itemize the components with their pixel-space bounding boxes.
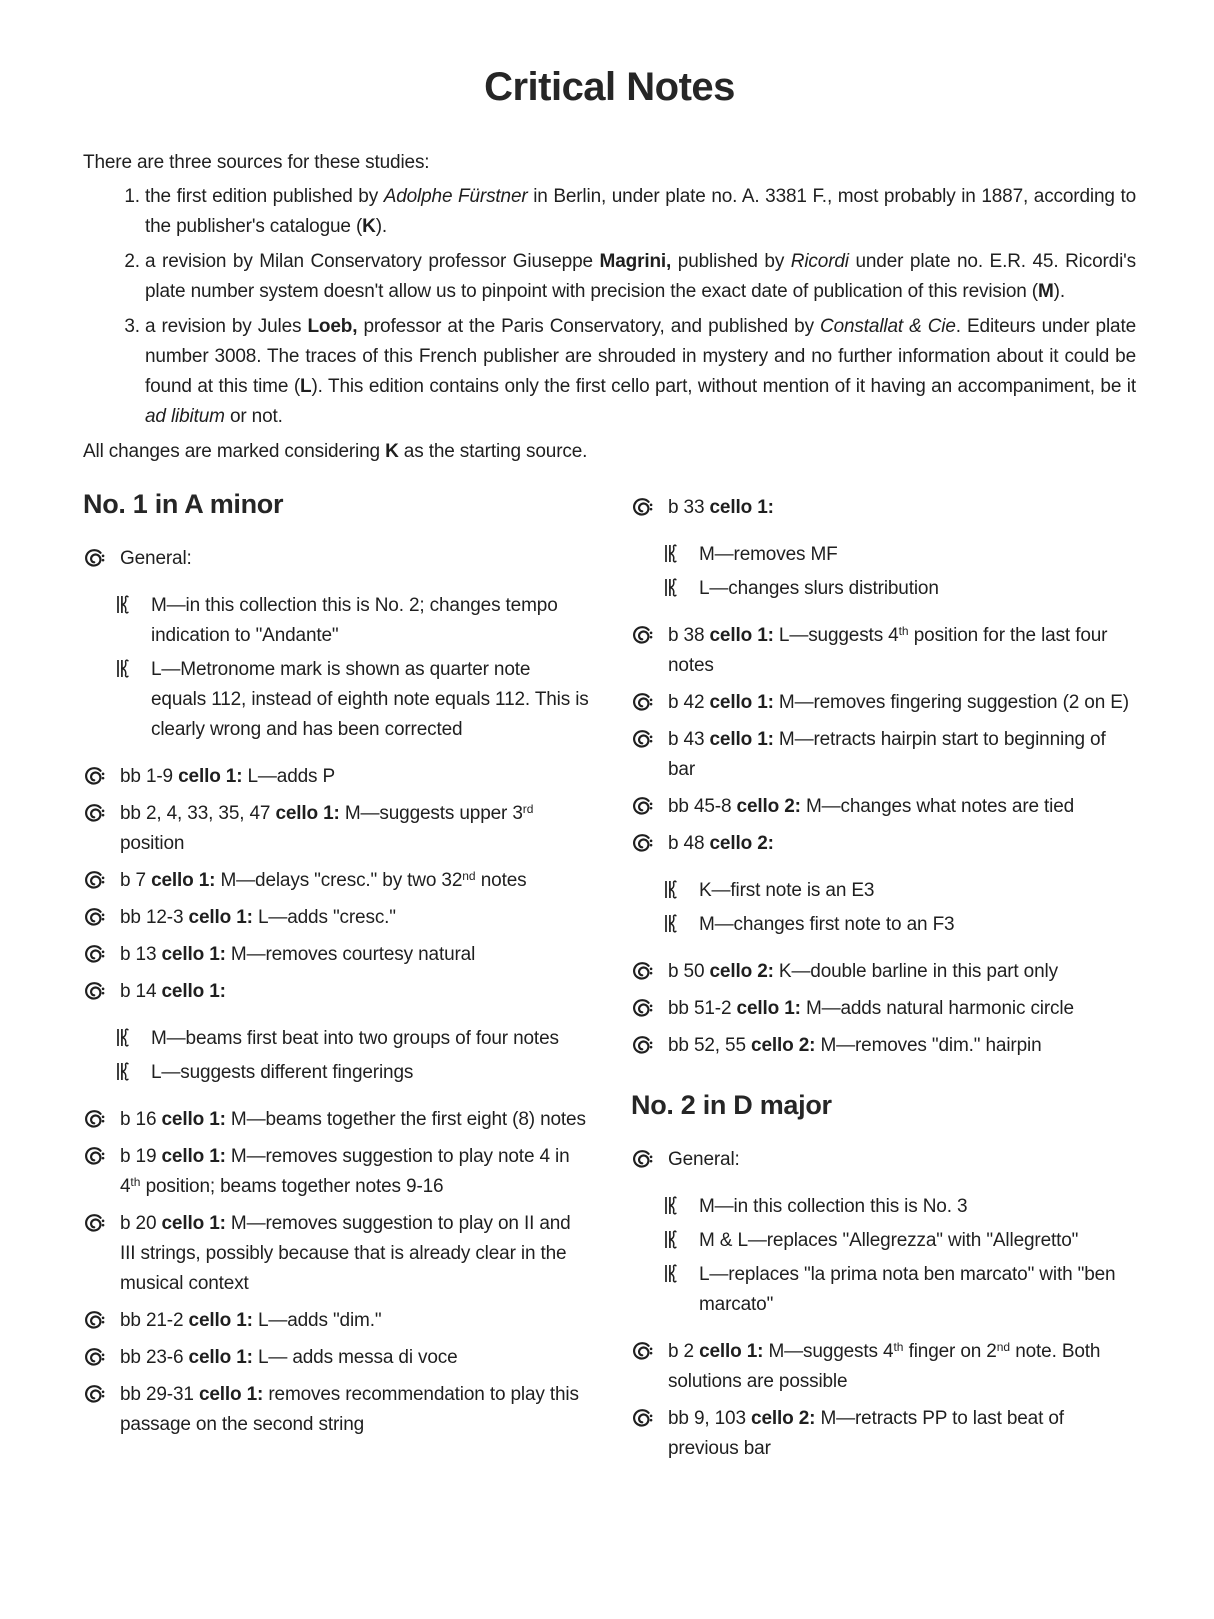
text-segment: finger on 2 (903, 1341, 997, 1362)
text-segment: M—beams together the first eight (8) notes (225, 1109, 586, 1130)
c-clef-ornament-bullet (632, 998, 653, 1028)
c-clef-icon (663, 543, 679, 564)
text-segment: removes recommendation to play this passage on the second string (120, 1384, 579, 1435)
text-segment: b 2 (668, 1341, 700, 1362)
text-segment: b 13 (120, 944, 162, 965)
note-item (83, 1380, 589, 1440)
note-text (668, 1149, 740, 1170)
c-clef-ornament-bullet (84, 1146, 105, 1176)
text-segment: as the starting source. (398, 441, 588, 462)
note-text (120, 1213, 571, 1294)
note-text (151, 1028, 559, 1049)
note-item (631, 1031, 1137, 1061)
text-segment: cello 1: (161, 1109, 226, 1130)
text-segment: L—suggests different fingerings (151, 1062, 414, 1083)
text-segment: cello 1: (709, 625, 774, 646)
c-clef-bullet (663, 879, 679, 910)
text-segment: a revision by Milan Conservatory professor Giuseppe (145, 251, 600, 272)
c-clef-ornament-icon (84, 1109, 105, 1129)
note-item (631, 574, 1137, 604)
text-segment: professor at the Paris Conservatory, and published by (357, 316, 821, 337)
note-item (83, 1209, 589, 1299)
note-item (83, 1105, 589, 1135)
text-segment: cello 1: (709, 692, 774, 713)
c-clef-ornament-icon (84, 907, 105, 927)
text-segment: General: (668, 1149, 740, 1170)
note-text (668, 497, 774, 518)
text-segment: b 42 (668, 692, 710, 713)
c-clef-ornament-bullet (632, 497, 653, 527)
c-clef-bullet (115, 658, 131, 689)
text-segment: b 43 (668, 729, 710, 750)
note-item (631, 688, 1137, 718)
c-clef-ornament-icon (632, 497, 653, 517)
text-segment: cello 1: (188, 907, 253, 928)
note-item (83, 940, 589, 970)
c-clef-icon (115, 658, 131, 679)
c-clef-ornament-bullet (632, 625, 653, 655)
c-clef-ornament-bullet (84, 803, 105, 833)
note-text (151, 659, 589, 740)
text-segment: General: (120, 548, 192, 569)
text-segment: bb 9, 103 (668, 1408, 752, 1429)
text-segment: cello 1: (151, 870, 216, 891)
text-segment: L—changes slurs distribution (699, 578, 939, 599)
c-clef-ornament-bullet (84, 1213, 105, 1243)
note-text (120, 766, 335, 787)
text-segment: M & L—replaces "Allegrezza" with "Allegretto" (699, 1230, 1079, 1251)
note-text (668, 998, 1074, 1019)
c-clef-ornament-bullet (84, 1109, 105, 1139)
note-item (83, 1343, 589, 1373)
text-segment: published by (671, 251, 791, 272)
note-item (83, 866, 589, 896)
c-clef-ornament-bullet (84, 981, 105, 1011)
text-segment: b 7 (120, 870, 152, 891)
note-text (668, 833, 774, 854)
note-text (120, 1146, 570, 1197)
c-clef-ornament-bullet (84, 907, 105, 937)
c-clef-bullet (663, 913, 679, 944)
c-clef-ornament-bullet (84, 548, 105, 578)
note-item (631, 621, 1137, 681)
text-segment: b 14 (120, 981, 162, 1002)
text-segment: M—removes fingering suggestion (2 on E) (773, 692, 1129, 713)
c-clef-ornament-bullet (632, 1341, 653, 1371)
note-text (668, 692, 1129, 713)
note-item (83, 544, 589, 574)
text-segment: K—first note is an E3 (699, 880, 875, 901)
c-clef-icon (115, 1061, 131, 1082)
c-clef-bullet (663, 1263, 679, 1294)
text-segment: bb 12-3 (120, 907, 189, 928)
text-segment: cello 1: (161, 944, 226, 965)
text-segment: L—adds "cresc." (252, 907, 396, 928)
c-clef-ornament-icon (84, 548, 105, 568)
text-segment: K (362, 216, 376, 237)
c-clef-ornament-bullet (632, 833, 653, 863)
text-segment: L—suggests 4 (773, 625, 899, 646)
text-segment: bb 45-8 (668, 796, 737, 817)
text-segment: cello 1: (161, 1146, 226, 1167)
text-segment: M—changes what notes are tied (800, 796, 1075, 817)
text-segment: M—delays "cresc." by two 32 (215, 870, 463, 891)
note-text (120, 944, 475, 965)
text-segment: M—retracts PP to last beat of previous bar (668, 1408, 1064, 1459)
text-segment: All changes are marked considering (83, 441, 386, 462)
note-item (83, 655, 589, 745)
c-clef-ornament-icon (632, 1408, 653, 1428)
note-item (631, 1337, 1137, 1397)
c-clef-ornament-bullet (84, 870, 105, 900)
note-item (631, 792, 1137, 822)
c-clef-bullet (115, 1061, 131, 1092)
text-segment: cello 1: (275, 803, 340, 824)
text-segment: Ricordi (790, 251, 849, 272)
text-segment: bb 2, 4, 33, 35, 47 (120, 803, 276, 824)
c-clef-ornament-icon (632, 1341, 653, 1361)
text-segment: M—retracts hairpin start to beginning of bar (668, 729, 1106, 780)
c-clef-icon (115, 1027, 131, 1048)
text-segment: nd (996, 1340, 1011, 1354)
text-segment: b 16 (120, 1109, 162, 1130)
text-segment: notes (475, 870, 527, 891)
notes-column-left (83, 486, 589, 1440)
c-clef-ornament-bullet (632, 961, 653, 991)
text-segment: bb 52, 55 (668, 1035, 752, 1056)
sources-list (83, 182, 1136, 432)
note-text (120, 803, 533, 854)
text-segment: L—replaces "la prima nota ben marcato" with "ben marcato" (699, 1264, 1116, 1315)
text-segment: L—adds P (242, 766, 336, 787)
c-clef-ornament-bullet (632, 729, 653, 759)
text-segment: rd (522, 802, 534, 816)
text-segment: a revision by Jules (145, 316, 308, 337)
c-clef-bullet (663, 1229, 679, 1260)
note-text (120, 1109, 586, 1130)
c-clef-ornament-bullet (632, 692, 653, 722)
c-clef-icon (663, 1263, 679, 1284)
note-text (151, 595, 558, 646)
note-text (699, 1196, 967, 1217)
text-segment: th (893, 1340, 904, 1354)
text-segment: . Editeurs under plate number 3008. The traces of this French publisher are shrouded in mystery and no further information about it could be found at this time ( (145, 316, 1136, 397)
text-segment: b 48 (668, 833, 710, 854)
c-clef-icon (663, 879, 679, 900)
note-text (668, 729, 1106, 780)
note-text (668, 1035, 1042, 1056)
c-clef-ornament-icon (632, 1149, 653, 1169)
note-text (668, 1408, 1064, 1459)
c-clef-ornament-icon (632, 729, 653, 749)
c-clef-ornament-bullet (632, 796, 653, 826)
text-segment: M—removes suggestion to play note 4 in 4 (120, 1146, 570, 1197)
note-text (668, 625, 1107, 676)
note-text (120, 548, 192, 569)
text-segment: Loeb, (307, 316, 358, 337)
note-text (151, 1062, 413, 1083)
page-title: Critical Notes (484, 65, 735, 109)
c-clef-ornament-bullet (84, 944, 105, 974)
note-text (668, 796, 1074, 817)
note-item (631, 725, 1137, 785)
note-item (631, 994, 1137, 1024)
note-text (699, 914, 954, 935)
text-segment: cello 1: (709, 497, 774, 518)
c-clef-icon (115, 594, 131, 615)
c-clef-bullet (663, 1195, 679, 1226)
text-segment: ). (1053, 281, 1065, 302)
note-item (83, 591, 589, 651)
note-item (631, 876, 1137, 906)
text-segment: M—changes first note to an F3 (699, 914, 955, 935)
text-segment: position (120, 833, 185, 854)
note-text (120, 1310, 381, 1331)
c-clef-ornament-icon (632, 625, 653, 645)
c-clef-ornament-bullet (84, 1310, 105, 1340)
text-segment: note. Both solutions are possible (668, 1341, 1101, 1392)
text-segment: ). (375, 216, 388, 237)
text-segment: bb 1-9 (120, 766, 179, 787)
c-clef-bullet (115, 594, 131, 625)
note-item (631, 540, 1137, 570)
note-text (668, 961, 1058, 982)
note-item (631, 910, 1137, 940)
note-item (631, 829, 1137, 859)
note-text (120, 981, 226, 1002)
c-clef-ornament-icon (632, 692, 653, 712)
note-text (699, 1264, 1115, 1315)
text-segment: th (130, 1175, 141, 1189)
text-segment: b 20 (120, 1213, 162, 1234)
text-segment: position for the last four notes (668, 625, 1108, 676)
note-text (668, 1341, 1100, 1392)
text-segment: ). This edition contains only the first cello part, without mention of it having an accompaniment, be it (311, 376, 1136, 397)
note-item (631, 1192, 1137, 1222)
text-segment: M—in this collection this is No. 2; changes tempo indication to "Andante" (151, 595, 558, 646)
c-clef-icon (663, 577, 679, 598)
text-segment: bb 29-31 (120, 1384, 199, 1405)
section-heading: No. 2 in D major (631, 1090, 832, 1120)
text-segment: cello 1: (188, 1347, 253, 1368)
note-text (120, 907, 396, 928)
text-segment: cello 2: (736, 796, 801, 817)
text-segment: b 19 (120, 1146, 162, 1167)
c-clef-ornament-icon (84, 944, 105, 964)
c-clef-ornament-icon (632, 1035, 653, 1055)
text-segment: under plate no. E.R. 45. Ricordi's plate number system doesn't allow us to pinpoint with precision the exact date of publication of this revision ( (145, 251, 1136, 302)
text-segment: position; beams together notes 9-16 (140, 1176, 444, 1197)
text-segment: cello 1: (161, 981, 226, 1002)
note-text (699, 578, 939, 599)
note-item (83, 903, 589, 933)
c-clef-icon (663, 1195, 679, 1216)
c-clef-ornament-icon (84, 803, 105, 823)
text-segment: th (898, 624, 909, 638)
text-segment: Adolphe Fürstner (383, 186, 528, 207)
text-segment: M—adds natural harmonic circle (800, 998, 1074, 1019)
note-text (699, 1230, 1078, 1251)
c-clef-ornament-icon (84, 1310, 105, 1330)
c-clef-ornament-icon (84, 1347, 105, 1367)
c-clef-ornament-icon (84, 1146, 105, 1166)
text-segment: bb 51-2 (668, 998, 737, 1019)
source-item (145, 312, 1136, 432)
text-segment: cello 1: (188, 1310, 253, 1331)
source-item (145, 182, 1136, 242)
note-item (631, 1404, 1137, 1464)
c-clef-ornament-bullet (632, 1149, 653, 1179)
c-clef-ornament-icon (84, 766, 105, 786)
note-item (83, 799, 589, 859)
c-clef-ornament-icon (632, 998, 653, 1018)
note-text (120, 1347, 458, 1368)
note-item (83, 762, 589, 792)
c-clef-ornament-bullet (84, 766, 105, 796)
c-clef-ornament-bullet (84, 1384, 105, 1414)
c-clef-bullet (663, 577, 679, 608)
text-segment: bb 23-6 (120, 1347, 189, 1368)
text-segment: M—removes suggestion to play on II and III strings, possibly because that is already clear in the musical context (120, 1213, 571, 1294)
note-item (631, 1226, 1137, 1256)
c-clef-ornament-icon (84, 981, 105, 1001)
note-item (83, 1306, 589, 1336)
notes-columns (83, 486, 1136, 1464)
c-clef-ornament-icon (84, 1213, 105, 1233)
c-clef-icon (663, 1229, 679, 1250)
note-item (83, 1142, 589, 1202)
text-segment: cello 1: (736, 998, 801, 1019)
text-segment: M—removes MF (699, 544, 838, 565)
text-segment: K (385, 441, 399, 462)
text-segment: cello 1: (699, 1341, 764, 1362)
text-segment: cello 2: (709, 961, 774, 982)
text-segment: ad libitum (145, 406, 225, 427)
section-heading: No. 1 in A minor (83, 489, 284, 519)
text-segment: K—double barline in this part only (773, 961, 1058, 982)
text-segment: cello 1: (198, 1384, 264, 1405)
c-clef-bullet (663, 543, 679, 574)
text-segment: cello 2: (751, 1408, 816, 1429)
note-item (631, 1145, 1137, 1175)
text-segment: M (1037, 281, 1054, 302)
note-text (120, 1384, 579, 1435)
text-segment: cello 2: (709, 833, 774, 854)
text-segment: cello 2: (751, 1035, 816, 1056)
c-clef-ornament-icon (84, 870, 105, 890)
text-segment: b 38 (668, 625, 710, 646)
text-segment: or not. (224, 406, 283, 427)
closing-note (83, 437, 1136, 467)
note-item (83, 1058, 589, 1088)
text-segment: L—adds "dim." (252, 1310, 382, 1331)
text-segment: L—Metronome mark is shown as quarter note equals 112, instead of eighth note equals 112. This is clearly wrong and has been corrected (151, 659, 589, 740)
note-text (699, 880, 874, 901)
note-item (83, 977, 589, 1007)
note-item (631, 493, 1137, 523)
text-segment: M—suggests upper 3 (339, 803, 523, 824)
note-item (83, 1024, 589, 1054)
text-segment: bb 21-2 (120, 1310, 189, 1331)
c-clef-ornament-icon (632, 961, 653, 981)
note-text (699, 544, 838, 565)
c-clef-ornament-bullet (632, 1035, 653, 1065)
text-segment: Constallat & Cie (820, 316, 956, 337)
text-segment: the first edition published by (145, 186, 384, 207)
text-segment: cello 1: (178, 766, 243, 787)
intro-text: There are three sources for these studies: (83, 152, 430, 173)
note-item (631, 1260, 1137, 1320)
text-segment: cello 1: (709, 729, 774, 750)
text-segment: M—removes courtesy natural (225, 944, 476, 965)
text-segment: cello 1: (161, 1213, 226, 1234)
text-segment: b 50 (668, 961, 710, 982)
text-segment: Magrini, (599, 251, 672, 272)
notes-column-right (631, 486, 1137, 1464)
text-segment: M—beams first beat into two groups of four notes (151, 1028, 559, 1049)
note-text (120, 870, 526, 891)
c-clef-ornament-bullet (632, 1408, 653, 1438)
text-segment: L (300, 376, 312, 397)
text-segment: M—removes "dim." hairpin (815, 1035, 1042, 1056)
note-item (631, 957, 1137, 987)
c-clef-bullet (115, 1027, 131, 1058)
text-segment: L— adds messa di voce (252, 1347, 458, 1368)
text-segment: in Berlin, under plate no. A. 3381 F., most probably in 1887, according to the publisher's catalogue ( (145, 186, 1136, 237)
text-segment: nd (462, 869, 476, 883)
c-clef-ornament-icon (632, 833, 653, 853)
c-clef-icon (663, 913, 679, 934)
source-item (145, 247, 1136, 307)
text-segment: b 33 (668, 497, 710, 518)
c-clef-ornament-icon (632, 796, 653, 816)
c-clef-ornament-bullet (84, 1347, 105, 1377)
text-segment: M—suggests 4 (763, 1341, 894, 1362)
text-segment: M—in this collection this is No. 3 (699, 1196, 968, 1217)
c-clef-ornament-icon (84, 1384, 105, 1404)
